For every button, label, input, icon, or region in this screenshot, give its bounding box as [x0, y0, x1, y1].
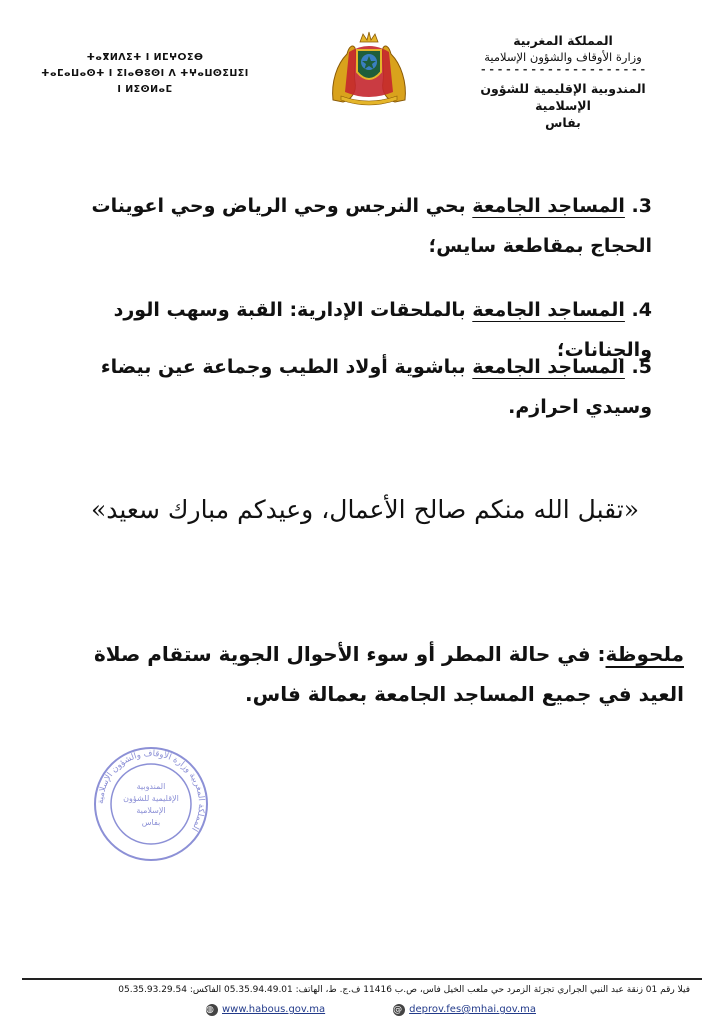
item-underlined-term: المساجد الجامعة [472, 356, 625, 378]
footer-divider [22, 978, 702, 980]
stamp-line-1: المندوبية [136, 782, 166, 791]
header-separator: - - - - - - - - - - - - - - - - - - - - [480, 63, 646, 76]
item-number: 5. [631, 356, 652, 378]
delegation-city: بفاس [545, 115, 581, 130]
footer-email [393, 1002, 536, 1018]
note-text: : في حالة المطر أو سوء الأحوال الجوية ستقام صلاة العيد في جميع المساجد الجامعة بعمالة فاس. [93, 642, 684, 706]
item-number: 4. [631, 299, 652, 321]
list-item-3 [62, 186, 652, 266]
delegation-name: المندوبية الإقليمية للشؤون الإسلامية [480, 81, 646, 113]
list-item-5 [62, 347, 652, 427]
moroccan-coat-of-arms-icon [327, 30, 411, 106]
email-link[interactable]: deprov.fes@mhai.gov.ma [409, 1004, 536, 1015]
website-link[interactable]: www.habous.gov.ma [222, 1004, 326, 1015]
footer-address: فيلا رقم 01 زنقة عبد النبي الجراري تجزئة الزمرد حي ملعب الخيل فاس، ص.ب 11416 ف.ج. ط، الهاتف: 05.35.94.49.01 الفاكس: 05.35.93.29.54 [118, 985, 690, 995]
stamp-line-3: الإسلامية [136, 806, 166, 815]
stamp-line-2: الإقليمية للشؤون [123, 794, 179, 803]
eid-blessing: «تقبل الله منكم صالح الأعمال، وعيدكم مبارك سعيد» [90, 495, 640, 524]
ministry-header-amazigh [40, 50, 250, 98]
item-text: بحي النرجس وحي الرياض وحي اعوينات الحجاج بمقاطعة سايس؛ [91, 195, 652, 257]
footer-contacts [206, 1002, 536, 1018]
globe-icon: ◍ [206, 1004, 218, 1016]
item-underlined-term: المساجد الجامعة [472, 195, 625, 217]
kingdom-name-amazigh: ⵜⴰⴳⵍⴷⵉⵜ ⵏ ⵍⵎⵖⵔⵉⴱ [86, 52, 204, 63]
official-stamp [92, 745, 210, 863]
item-text: بالملحقات الإدارية: القبة وسهب الورد والجنانات؛ [113, 299, 652, 361]
footer-website [206, 1002, 325, 1018]
weather-note [44, 634, 684, 714]
note-label: ملحوظة [605, 642, 684, 666]
stamp-outer-text: المملكة المغربية وزارة الأوقاف والشؤون الإسلامية [95, 748, 207, 833]
item-number: 3. [631, 195, 652, 217]
stamp-line-4: بفاس [141, 818, 161, 827]
ministry-name-amazigh: ⵜⴰⵎⴰⵡⴰⵙⵜ ⵏ ⵉⵏⴰⴱⵓⵙⵏ ⴷ ⵜⵖⴰⵡⵙⵉⵡⵉⵏ ⵏ ⵍⵉⵙⵍⴰⵎ [41, 68, 249, 95]
ministry-header-arabic [458, 32, 668, 131]
ministry-name: وزارة الأوقاف والشؤون الإسلامية [484, 50, 642, 64]
item-text: بباشوية أولاد الطيب وجماعة عين بيضاء وسيدي احرازم. [100, 356, 652, 418]
at-sign-icon: @ [393, 1004, 405, 1016]
item-underlined-term: المساجد الجامعة [472, 299, 625, 321]
kingdom-name: المملكة المغربية [513, 33, 613, 48]
